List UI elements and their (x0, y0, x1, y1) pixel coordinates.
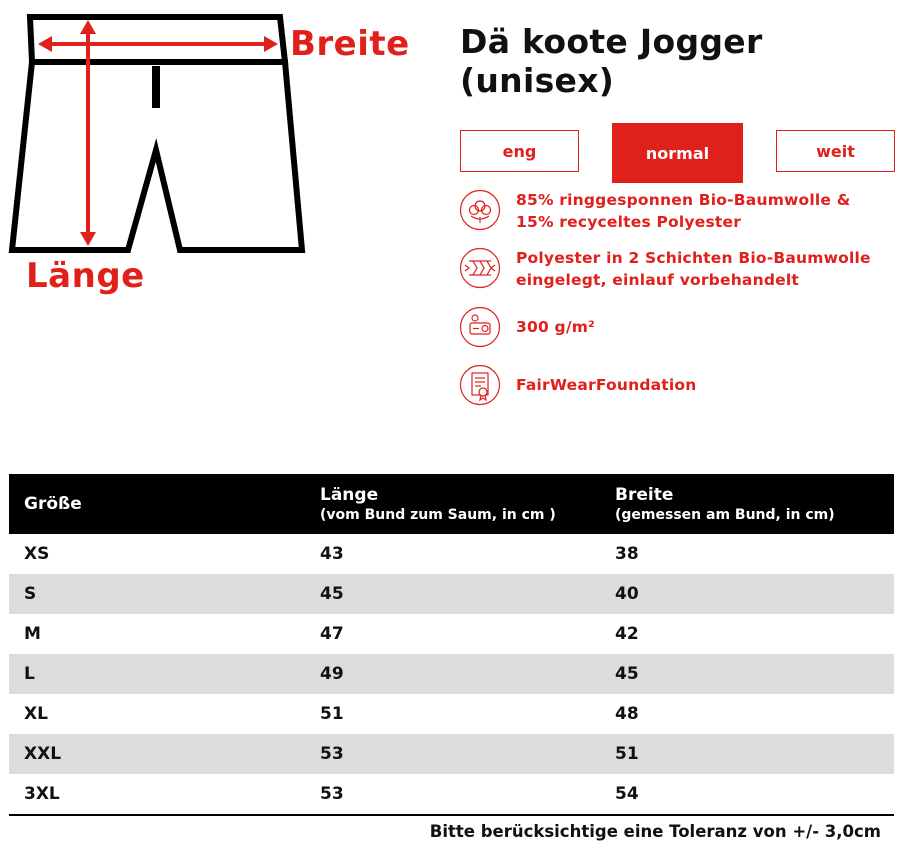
tolerance-note: Bitte berücksichtige eine Toleranz von +/- 3,0cm (429, 822, 881, 841)
feature-line: Polyester in 2 Schichten Bio-Baumwolle (516, 249, 871, 267)
cell-length: 51 (320, 704, 344, 724)
cell-width: 45 (600, 654, 894, 694)
table-header-row (9, 474, 894, 534)
header-width (600, 474, 894, 534)
table-row (9, 654, 894, 694)
product-title (460, 22, 890, 100)
cell-width: 40 (600, 574, 894, 614)
cell-width: 51 (600, 734, 894, 774)
fit-option-weit[interactable]: weit (776, 130, 895, 172)
fit-option-normal[interactable]: normal (612, 123, 743, 183)
table-row (9, 534, 894, 574)
table-row (9, 574, 894, 614)
table-row (9, 694, 894, 734)
feature-material-text (516, 189, 850, 233)
header-length-sub: (vom Bund zum Saum, in cm ) (320, 507, 556, 523)
certificate-icon (459, 364, 501, 406)
header-length (305, 474, 600, 534)
header-width-label: Breite (615, 485, 674, 505)
feature-line: eingelegt, einlauf vorbehandelt (516, 271, 799, 289)
feature-certification-text: FairWearFoundation (516, 376, 697, 394)
table-row (9, 614, 894, 654)
cell-length: 43 (320, 544, 344, 564)
cell-size: XXL (9, 734, 305, 774)
cell-size: M (24, 624, 41, 644)
feature-certification (459, 364, 899, 408)
cotton-icon (459, 189, 501, 231)
feature-fabric (459, 247, 899, 291)
cell-length: 53 (305, 734, 600, 774)
cell-length: 47 (320, 624, 344, 644)
feature-line: 85% ringgesponnen Bio-Baumwolle & (516, 191, 851, 209)
header-size-label: Größe (24, 494, 82, 514)
fabric-layers-icon (459, 247, 501, 289)
feature-weight-text: 300 g/m² (516, 318, 596, 336)
header-size (9, 474, 305, 534)
width-label: Breite (290, 24, 410, 64)
size-diagram (0, 0, 430, 310)
cell-length: 53 (305, 774, 600, 815)
weight-icon (459, 306, 501, 348)
product-title-line1: Dä koote Jogger (460, 22, 763, 61)
feature-fabric-text (516, 247, 871, 291)
cell-size: 3XL (9, 774, 305, 815)
fit-option-eng[interactable]: eng (460, 130, 579, 172)
table-row (9, 774, 894, 815)
header-width-sub: (gemessen am Bund, in cm) (615, 507, 835, 523)
feature-weight (459, 306, 899, 350)
feature-line: 15% recyceltes Polyester (516, 213, 742, 231)
table-row (9, 734, 894, 774)
cell-width: 42 (615, 624, 639, 644)
cell-width: 38 (615, 544, 639, 564)
cell-width: 54 (600, 774, 894, 815)
cell-size: XS (24, 544, 50, 564)
length-label: Länge (26, 256, 145, 296)
cell-width: 48 (615, 704, 639, 724)
cell-length: 45 (305, 574, 600, 614)
cell-length: 49 (305, 654, 600, 694)
header-length-label: Länge (320, 485, 379, 505)
size-table (9, 474, 894, 816)
cell-size: L (9, 654, 305, 694)
cell-size: S (9, 574, 305, 614)
product-title-line2: (unisex) (460, 61, 615, 100)
fit-selector (460, 123, 896, 183)
cell-size: XL (24, 704, 48, 724)
feature-material (459, 189, 899, 233)
